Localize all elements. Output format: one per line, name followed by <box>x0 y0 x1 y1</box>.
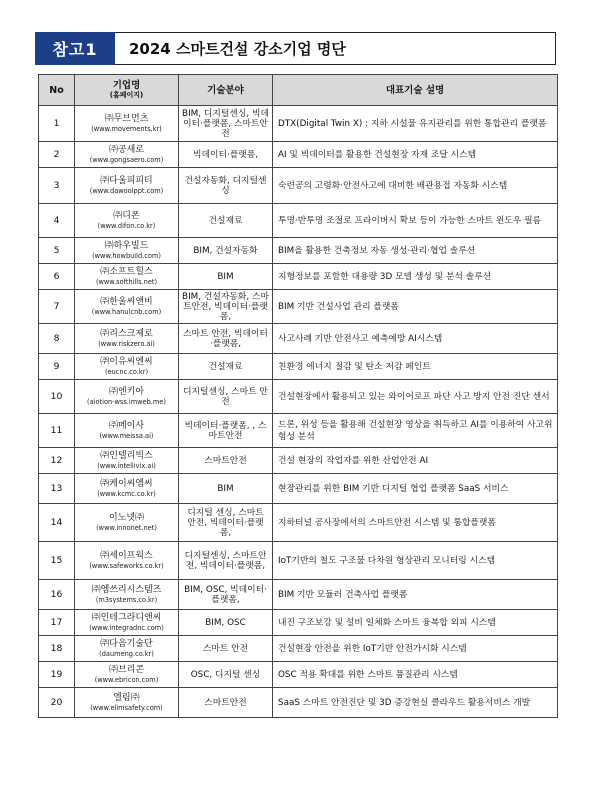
company-name: ㈜하우빌드 <box>104 240 149 251</box>
row-number: 12 <box>39 448 75 474</box>
company-cell <box>75 354 179 380</box>
company-cell <box>75 238 179 264</box>
tech-description: IoT기반의 철도 구조물 다차원 형상관리 모니터링 시스템 <box>273 542 558 580</box>
table-row <box>39 238 558 264</box>
company-name: ㈜인테그라디앤씨 <box>91 612 162 623</box>
company-homepage: (www.innonet.net) <box>96 523 157 532</box>
tech-field: BIM, 디지털센싱, 빅데이터·플랫폼, 스마트안전 <box>179 106 273 142</box>
company-name: ㈜케이씨엠씨 <box>100 478 153 489</box>
col-header-no: No <box>39 75 75 106</box>
tech-description: 드론, 위성 등을 활용해 건설현장 영상을 취득하고 AI를 이용하여 사고위험성 분석 <box>273 414 558 448</box>
tech-field: 건설재료 <box>179 204 273 238</box>
row-number: 18 <box>39 636 75 662</box>
table-row <box>39 142 558 168</box>
row-number: 17 <box>39 610 75 636</box>
company-cell <box>75 380 179 414</box>
tech-field: BIM, OSC, 빅데이터·플랫폼, <box>179 580 273 610</box>
tech-field: BIM, 건설자동화 <box>179 238 273 264</box>
tech-field: OSC, 디지털 센싱 <box>179 662 273 688</box>
tech-description: BIM을 활용한 건축정보 자동 생성·관리·협업 솔루션 <box>273 238 558 264</box>
company-name: ㈜한울씨앤비 <box>100 296 153 307</box>
company-cell <box>75 662 179 688</box>
table-row <box>39 580 558 610</box>
tech-field: BIM, 건설자동화, 스마트안전, 빅데이터·플랫폼, <box>179 290 273 324</box>
company-homepage: (www.intellivix.ai) <box>97 461 156 470</box>
col-header-desc: 대표기술 설명 <box>273 75 558 106</box>
company-homepage: (www.difon.co.kr) <box>97 221 156 230</box>
row-number: 4 <box>39 204 75 238</box>
company-homepage: (www.hanulcnb.com) <box>91 307 162 316</box>
company-homepage: (aiotion-wss.imweb.me) <box>87 397 166 406</box>
tech-field: 스마트 안전, 빅데이터·플랫폼, <box>179 324 273 354</box>
table-row <box>39 414 558 448</box>
company-homepage: (www.howbuild.com) <box>92 251 161 260</box>
tech-field: 스마트 안전 <box>179 636 273 662</box>
row-number: 6 <box>39 264 75 290</box>
company-homepage: (eucnc.co.kr) <box>104 367 149 376</box>
table-row <box>39 688 558 718</box>
tech-description: 건설현장에서 활용되고 있는 와이어로프 파단 사고 방지 안전 진단 센서 <box>273 380 558 414</box>
company-homepage: (www.elimsafety.com) <box>90 703 163 712</box>
row-number: 16 <box>39 580 75 610</box>
table-row <box>39 324 558 354</box>
company-name: ㈜엔키아 <box>108 386 145 397</box>
table-row <box>39 504 558 542</box>
tech-description: 지하터널 공사장에서의 스마트안전 시스템 및 통합플랫폼 <box>273 504 558 542</box>
company-name: ㈜메이사 <box>108 420 145 431</box>
tech-field: 건설재료 <box>179 354 273 380</box>
row-number: 3 <box>39 168 75 204</box>
table-row <box>39 290 558 324</box>
company-cell <box>75 204 179 238</box>
tech-description: BIM 기반 건설사업 관리 플랫폼 <box>273 290 558 324</box>
company-name: ㈜무브먼츠 <box>104 113 149 124</box>
company-cell <box>75 414 179 448</box>
company-name: ㈜공새로 <box>108 144 145 155</box>
company-homepage: (www.meissa.ai) <box>99 431 154 440</box>
tech-field: BIM, OSC <box>179 610 273 636</box>
company-cell <box>75 264 179 290</box>
company-name: 이노넷㈜ <box>108 512 145 523</box>
row-number: 20 <box>39 688 75 718</box>
tech-field: 건설자동화, 디지털센싱 <box>179 168 273 204</box>
company-homepage: (www.kcmc.co.kr) <box>97 489 156 498</box>
tech-description: SaaS 스마트 안전진단 및 3D 증강현실 클라우드 활용서비스 개발 <box>273 688 558 718</box>
company-cell <box>75 474 179 504</box>
col-header-field: 기술분야 <box>179 75 273 106</box>
company-homepage: (m3systems.co.kr) <box>95 595 158 604</box>
tech-description: OSC 적용 확대를 위한 스마트 품질관리 시스템 <box>273 662 558 688</box>
tech-description: 현장관리를 위한 BIM 기반 디지털 협업 플랫폼 SaaS 서비스 <box>273 474 558 504</box>
tech-description: 지형정보를 포함한 대용량 3D 모델 생성 및 분석 솔루션 <box>273 264 558 290</box>
company-name: ㈜리스크제로 <box>100 328 153 339</box>
company-cell <box>75 610 179 636</box>
company-cell <box>75 504 179 542</box>
row-number: 5 <box>39 238 75 264</box>
tech-field: 디지털 센싱, 스마트 안전, 빅데이터·플랫폼, <box>179 504 273 542</box>
tech-description: DTX(Digital Twin X) : 지하 시설물 유지관리를 위한 통합관리 플랫폼 <box>273 106 558 142</box>
company-cell <box>75 636 179 662</box>
row-number: 15 <box>39 542 75 580</box>
company-name: ㈜브리콘 <box>108 664 145 675</box>
tech-description: 투명·반투명 조절로 프라이버시 확보 등이 가능한 스마트 윈도우 필름 <box>273 204 558 238</box>
company-cell <box>75 542 179 580</box>
company-name: ㈜엠쓰리시스템즈 <box>91 584 162 595</box>
row-number: 19 <box>39 662 75 688</box>
company-cell <box>75 580 179 610</box>
company-name: ㈜인텔리빅스 <box>100 450 153 461</box>
company-homepage: (www.movements.kr) <box>91 124 162 133</box>
company-cell <box>75 142 179 168</box>
table-row <box>39 106 558 142</box>
company-homepage: (daumeng.co.kr) <box>99 649 154 658</box>
company-cell <box>75 324 179 354</box>
tech-description: 내진 구조보강 및 설비 일체화 스마트 융복합 외피 시스템 <box>273 610 558 636</box>
col-header-company-sub: (홈페이지) <box>109 91 144 99</box>
tech-field: 디지털센싱, 스마트안전, 빅데이터·플랫폼, <box>179 542 273 580</box>
page-title: 2024 스마트건설 강소기업 명단 <box>115 32 556 65</box>
tech-description: 건설 현장의 작업자를 위한 산업안전 AI <box>273 448 558 474</box>
table-row <box>39 354 558 380</box>
table-row <box>39 636 558 662</box>
company-homepage: (www.dawoolppt.com) <box>89 186 164 195</box>
company-homepage: (www.integradnc.com) <box>89 623 164 632</box>
tech-field: 빅데이터·플랫폼, <box>179 142 273 168</box>
company-cell <box>75 290 179 324</box>
company-name: ㈜디폰 <box>113 210 140 221</box>
table-row <box>39 448 558 474</box>
company-cell <box>75 168 179 204</box>
row-number: 10 <box>39 380 75 414</box>
row-number: 13 <box>39 474 75 504</box>
tech-description: 친환경 에너지 절감 및 탄소 저감 페인트 <box>273 354 558 380</box>
company-name: ㈜다울피피티 <box>100 175 153 186</box>
table-header-row <box>39 75 558 106</box>
table-row <box>39 204 558 238</box>
company-homepage: (www.safeworks.co.kr) <box>89 561 164 570</box>
tech-field: BIM <box>179 474 273 504</box>
company-name: 엘림㈜ <box>113 692 140 703</box>
company-name: ㈜세이프웍스 <box>100 550 153 561</box>
company-homepage: (www.ebricon.com) <box>94 675 159 684</box>
company-table <box>38 74 558 718</box>
tech-description: AI 및 빅데이터를 활용한 건설현장 자재 조달 시스템 <box>273 142 558 168</box>
table-row <box>39 542 558 580</box>
company-name: ㈜소프트힐스 <box>100 266 153 277</box>
row-number: 2 <box>39 142 75 168</box>
company-name: ㈜다음기술단 <box>100 638 153 649</box>
tech-field: 디지털센싱, 스마트 안전 <box>179 380 273 414</box>
tech-field: 스마트안전 <box>179 688 273 718</box>
page-header <box>35 32 556 65</box>
company-homepage: (www.softhills.net) <box>95 277 158 286</box>
col-header-company <box>75 75 179 106</box>
table-row <box>39 168 558 204</box>
tech-description: BIM 기반 모듈러 건축사업 플랫폼 <box>273 580 558 610</box>
tech-description: 건설현장 안전을 위한 IoT기반 안전가시화 시스템 <box>273 636 558 662</box>
company-cell <box>75 448 179 474</box>
table-row <box>39 662 558 688</box>
row-number: 7 <box>39 290 75 324</box>
table-row <box>39 474 558 504</box>
tech-field: 스마트안전 <box>179 448 273 474</box>
table-row <box>39 610 558 636</box>
tech-field: BIM <box>179 264 273 290</box>
row-number: 9 <box>39 354 75 380</box>
company-name: ㈜이유씨엔씨 <box>100 356 153 367</box>
row-number: 1 <box>39 106 75 142</box>
company-homepage: (www.gongsaero.com) <box>89 155 164 164</box>
company-homepage: (www.riskzero.ai) <box>98 339 155 348</box>
table-row <box>39 380 558 414</box>
company-cell <box>75 106 179 142</box>
row-number: 14 <box>39 504 75 542</box>
tech-description: 사고사례 기반 안전사고 예측예방 AI시스템 <box>273 324 558 354</box>
col-header-company-label: 기업명 <box>112 80 141 91</box>
row-number: 8 <box>39 324 75 354</box>
tech-description: 숙련공의 고령화·안전사고에 대비한 배관용접 자동화 시스템 <box>273 168 558 204</box>
company-cell <box>75 688 179 718</box>
table-row <box>39 264 558 290</box>
reference-badge: 참고1 <box>35 32 115 65</box>
row-number: 11 <box>39 414 75 448</box>
tech-field: 빅데이터·플랫폼, , 스마트안전 <box>179 414 273 448</box>
